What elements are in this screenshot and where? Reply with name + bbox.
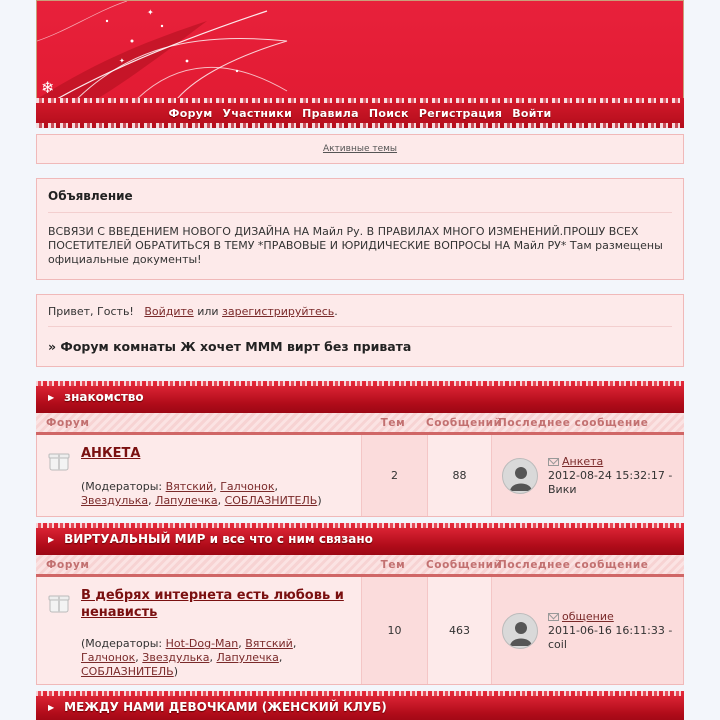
main-nav xyxy=(36,98,684,128)
last-post-info xyxy=(548,455,672,497)
column-headers xyxy=(36,555,684,577)
category-title: МЕЖДУ НАМИ ДЕВОЧКАМИ (ЖЕНСКИЙ КЛУБ) xyxy=(64,700,387,714)
last-topic-link[interactable]: Анкета xyxy=(562,454,604,468)
col-posts: Сообщений xyxy=(426,558,502,571)
moderator-link[interactable]: Лапулечка xyxy=(155,494,218,507)
christmas-decoration-icon xyxy=(37,1,684,98)
forum-text xyxy=(81,587,351,684)
forum-row xyxy=(36,435,684,517)
col-topics: Тем xyxy=(380,558,406,571)
active-topics-link[interactable]: Активные темы xyxy=(322,144,398,154)
mods-prefix: (Модераторы: xyxy=(81,480,163,493)
topic-count: 2 xyxy=(361,435,427,516)
moderator-link[interactable]: СОБЛАЗНИТЕЛЬ xyxy=(224,494,318,507)
nav-forum[interactable]: Форум xyxy=(168,106,213,120)
forum-info xyxy=(37,435,361,516)
col-last: Последнее сообщение xyxy=(498,416,649,429)
post-count: 463 xyxy=(427,577,491,684)
last-user: Вики xyxy=(548,482,577,496)
topic-count: 10 xyxy=(361,577,427,684)
arrow-right-icon: ▶ xyxy=(48,534,55,544)
moderator-link[interactable]: Лапулечка xyxy=(216,651,279,664)
moderator-link[interactable]: Звездулька xyxy=(81,494,149,507)
nav-members[interactable]: Участники xyxy=(222,106,293,120)
category-dating xyxy=(36,381,684,517)
moderator-link[interactable]: Звездулька xyxy=(142,651,210,664)
moderator-link[interactable]: Вятский xyxy=(245,637,293,650)
user-silhouette-icon xyxy=(503,459,538,494)
moderator-link[interactable]: Вятский xyxy=(165,480,214,493)
last-user: coil xyxy=(548,637,567,651)
or-text: или xyxy=(197,305,219,318)
svg-text:✦: ✦ xyxy=(119,57,125,65)
moderator-link[interactable]: Галчонок xyxy=(81,651,136,664)
announcement-text: ВСВЯЗИ С ВВЕДЕНИЕМ НОВОГО ДИЗАЙНА НА Майл Ру. В ПРАВИЛАХ МНОГО ИЗМЕНЕНИЙ.ПРОШУ ВСЕХ ПОСЕТИТЕЛЕЙ ОБРАТИТЬСЯ В ТЕМУ *ПРАВОВЫЕ И ЮРИДИЧЕСКИЕ ВОПРОСЫ НА Майл РУ* Там размещены официальные документы! xyxy=(48,225,663,266)
header-banner xyxy=(36,0,684,98)
forum-info xyxy=(37,577,361,684)
col-topics: Тем xyxy=(380,416,406,429)
forum-text xyxy=(81,445,322,516)
moderators: (Модераторы: Вятский, Галчонок, Звездулька, Лапулечка, СОБЛАЗНИТЕЛЬ) xyxy=(81,480,322,507)
col-forum: Форум xyxy=(46,558,90,571)
category-virtual-world xyxy=(36,523,684,685)
nav-search[interactable]: Поиск xyxy=(368,106,409,120)
greeting-text: Привет, Гость! xyxy=(48,305,134,318)
nav-login[interactable]: Войти xyxy=(512,106,552,120)
envelope-icon xyxy=(548,458,559,466)
forum-link[interactable]: В дебрях интернета есть любовь и ненависть xyxy=(81,588,344,620)
forum-row xyxy=(36,577,684,685)
login-link[interactable]: Войдите xyxy=(144,305,194,318)
category-womens-club xyxy=(36,691,684,720)
post-count: 88 xyxy=(427,435,491,516)
category-title: ВИРТУАЛЬНЫЙ МИР и все что с ним связано xyxy=(64,532,373,546)
category-header[interactable] xyxy=(36,691,684,720)
welcome-greeting xyxy=(48,305,672,327)
forum-link[interactable]: АНКЕТА xyxy=(81,446,141,461)
forum-gift-icon xyxy=(47,591,71,613)
moderator-link[interactable]: СОБЛАЗНИТЕЛЬ xyxy=(81,665,174,678)
last-date: 2012-08-24 15:32:17 - xyxy=(548,468,673,482)
moderator-link[interactable]: Галчонок xyxy=(220,480,275,493)
welcome-panel xyxy=(36,294,684,367)
last-post xyxy=(491,577,683,684)
nav-register[interactable]: Регистрация xyxy=(418,106,503,120)
nav-rules[interactable]: Правила xyxy=(302,106,359,120)
col-last: Последнее сообщение xyxy=(498,558,649,571)
announcement-title: Объявление xyxy=(48,189,672,213)
moderators: (Модераторы: Hot-Dog-Man, Вятский, Галчонок, Звездулька, Лапулечка, СОБЛАЗНИТЕЛЬ) xyxy=(81,637,297,678)
envelope-icon xyxy=(548,613,559,621)
register-link[interactable]: зарегистрируйтесь xyxy=(222,305,335,318)
moderator-link[interactable]: Hot-Dog-Man xyxy=(165,637,239,650)
last-date: 2011-06-16 16:11:33 - xyxy=(548,623,673,637)
col-forum: Форум xyxy=(46,416,90,429)
column-headers xyxy=(36,413,684,435)
forum-gift-icon xyxy=(47,449,71,471)
col-posts: Сообщений xyxy=(426,416,502,429)
last-post xyxy=(491,435,683,516)
category-header[interactable] xyxy=(36,523,684,555)
arrow-right-icon: ▶ xyxy=(48,392,55,402)
arrow-right-icon: ▶ xyxy=(48,702,55,712)
page xyxy=(36,0,684,720)
mods-prefix: (Модераторы: xyxy=(81,637,163,650)
svg-text:✦: ✦ xyxy=(147,8,154,17)
user-silhouette-icon xyxy=(503,614,538,649)
announcement-panel xyxy=(36,178,684,280)
last-post-info xyxy=(548,610,672,652)
active-topics-bar xyxy=(36,134,684,164)
avatar xyxy=(502,458,538,494)
category-title: знакомство xyxy=(64,390,144,404)
last-topic-link[interactable]: общение xyxy=(562,609,614,623)
breadcrumb: » Форум комнаты Ж хочет МММ вирт без привата xyxy=(48,339,412,354)
dot-text: . xyxy=(334,305,338,318)
category-header[interactable] xyxy=(36,381,684,413)
avatar xyxy=(502,613,538,649)
svg-text:❄: ❄ xyxy=(41,78,55,97)
